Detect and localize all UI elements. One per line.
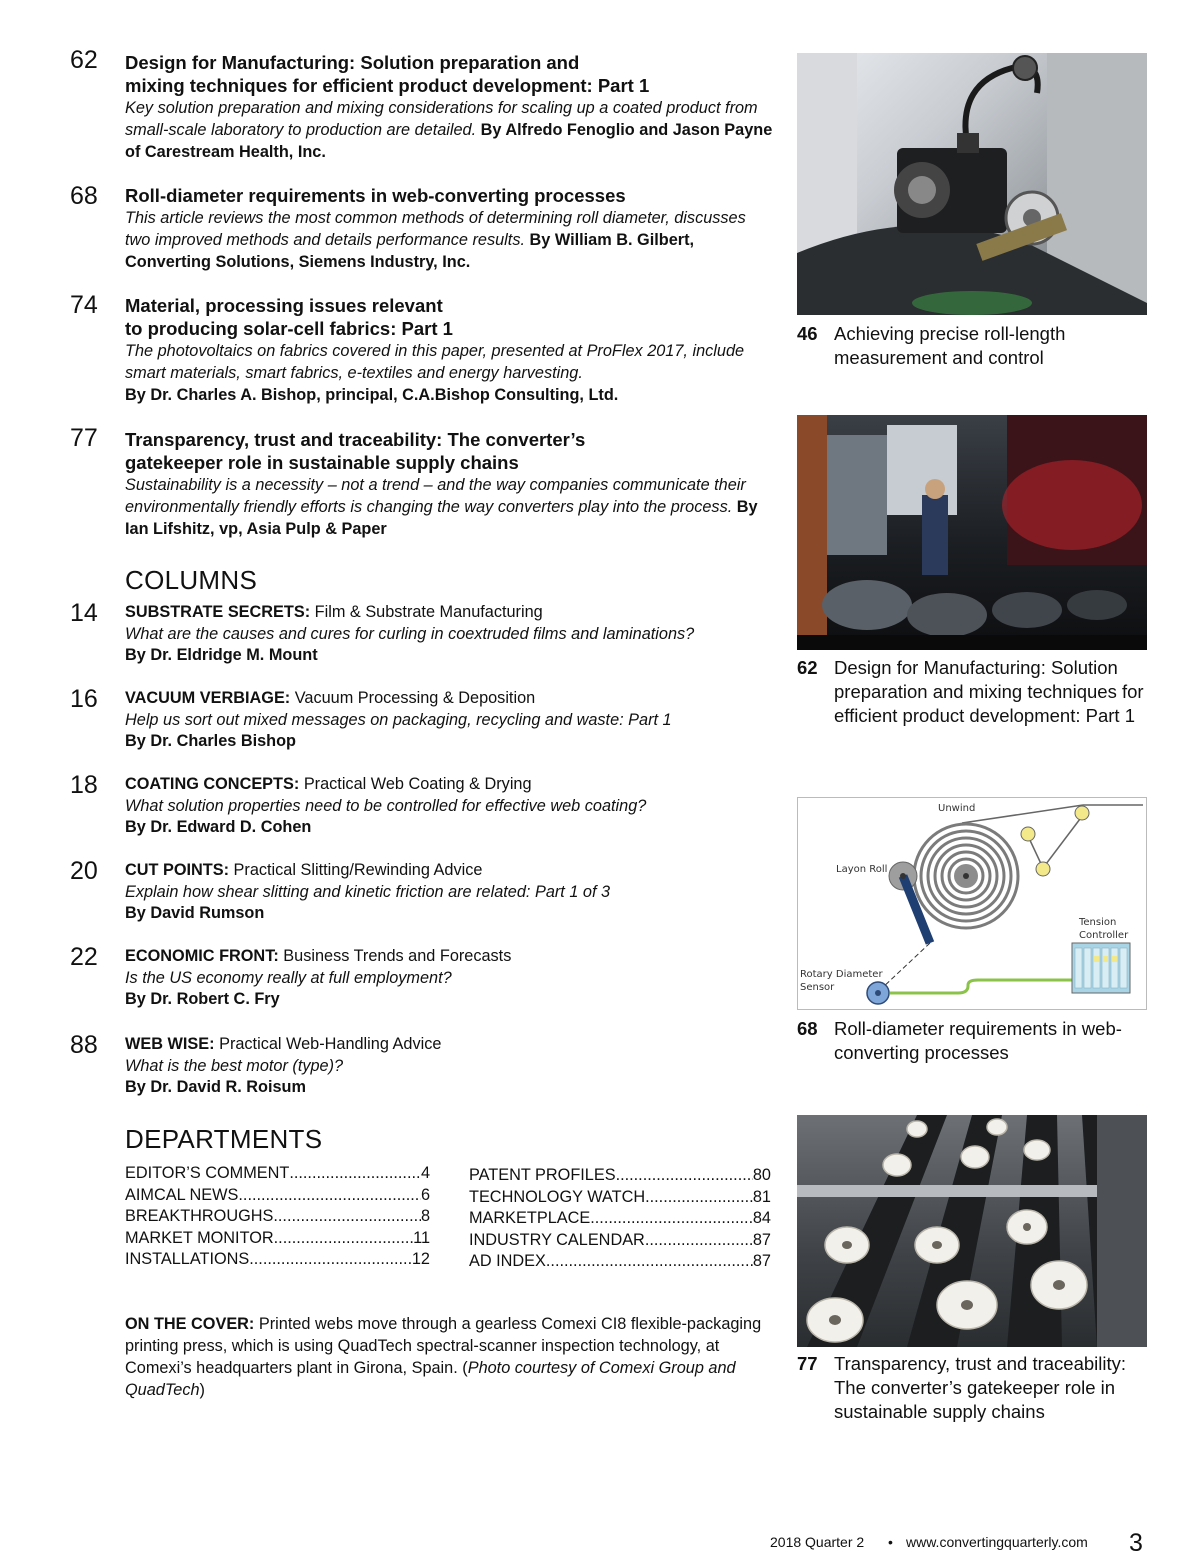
dot-leader xyxy=(273,1206,421,1228)
feature-item[interactable] xyxy=(125,51,775,163)
column-page-number: 22 xyxy=(70,943,98,971)
sidebar-caption-page: 46 xyxy=(797,323,818,344)
column-topic: Practical Web-Handling Advice xyxy=(219,1035,442,1053)
column-item[interactable] xyxy=(125,774,785,839)
sidebar-caption-page: 68 xyxy=(797,1018,818,1039)
column-topic: Film & Substrate Manufacturing xyxy=(314,603,543,621)
feature-item[interactable] xyxy=(125,428,775,540)
rotary-label-1: Rotary Diameter xyxy=(800,969,883,980)
department-page: 84 xyxy=(752,1209,771,1227)
column-author: By Dr. Eldridge M. Mount xyxy=(125,646,318,664)
cover-close: ) xyxy=(199,1381,205,1399)
column-author: By Dr. Charles Bishop xyxy=(125,732,297,750)
department-name[interactable]: EDITOR’S COMMENT xyxy=(125,1164,290,1182)
column-topic: Practical Web Coating & Drying xyxy=(303,775,532,793)
column-page-number: 20 xyxy=(70,857,98,885)
tissue-rolls-illustration xyxy=(797,1115,1147,1347)
column-topic: Vacuum Processing & Deposition xyxy=(294,689,536,707)
department-name[interactable]: AD INDEX xyxy=(469,1252,546,1270)
feature-description: The photovoltaics on fabrics covered in this paper, presented at ProFlex 2017, include smart materials, smart fabrics, e-textiles and energy harvesting. xyxy=(125,342,745,382)
department-page: 4 xyxy=(420,1164,430,1182)
department-page: 6 xyxy=(420,1185,430,1204)
department-item[interactable] xyxy=(125,1163,430,1185)
feature-item[interactable] xyxy=(125,184,775,273)
department-name[interactable]: AIMCAL NEWS xyxy=(125,1185,239,1204)
department-item[interactable] xyxy=(469,1230,771,1252)
feature-title[interactable]: Design for Manufacturing: Solution preparation and mixing techniques for efficient product development: Part 1 xyxy=(125,52,650,96)
dot-leader xyxy=(616,1165,753,1187)
department-page: 12 xyxy=(411,1250,430,1268)
department-item[interactable] xyxy=(469,1251,771,1273)
feature-title[interactable]: Transparency, trust and traceability: The converter’s gatekeeper role in sustainable supply chains xyxy=(125,429,586,473)
feature-page-number: 68 xyxy=(70,182,98,210)
feature-item[interactable] xyxy=(125,294,775,406)
cover-text: Printed webs move through a gearless Comexi CI8 flexible-packaging printing press, which is using QuadTech spectral-scanner inspection technology, at Comexi’s headquarters plant in Girona, Spain. ( xyxy=(125,1315,762,1377)
dot-leader xyxy=(645,1187,753,1209)
feature-description: This article reviews the most common methods of determining roll diameter, discusses two improved methods and details performance results. xyxy=(125,209,746,249)
department-name[interactable]: BREAKTHROUGHS xyxy=(125,1207,274,1225)
columns-heading: COLUMNS xyxy=(125,565,258,595)
column-question: Explain how shear slitting and kinetic friction are related: Part 1 of 3 xyxy=(125,882,611,901)
feature-page-number: 62 xyxy=(70,46,98,74)
column-label[interactable]: SUBSTRATE SECRETS: xyxy=(125,603,311,621)
dot-leader xyxy=(238,1185,421,1207)
column-question: What solution properties need to be controlled for effective web coating? xyxy=(125,796,647,815)
department-page: 87 xyxy=(752,1230,771,1249)
layon-label: Layon Roll xyxy=(836,864,888,875)
footer-issue: 2018 Quarter 2 xyxy=(770,1534,865,1550)
roll-diameter-illustration xyxy=(798,798,1146,1009)
column-item[interactable] xyxy=(125,946,785,1011)
dot-leader xyxy=(546,1251,753,1273)
roll-length-illustration xyxy=(797,53,1147,315)
column-page-number: 16 xyxy=(70,685,98,713)
dot-leader xyxy=(274,1228,413,1250)
department-item[interactable] xyxy=(469,1165,771,1187)
sidebar-caption-text[interactable]: Design for Manufacturing: Solution preparation and mixing techniques for efficient product development: Part 1 xyxy=(834,657,1144,726)
footer-bullet: • xyxy=(888,1534,893,1550)
tension-label-2: Controller xyxy=(1079,930,1129,941)
dot-leader xyxy=(249,1249,412,1271)
column-author: By David Rumson xyxy=(125,904,265,922)
dot-leader xyxy=(645,1230,753,1252)
departments-right-list xyxy=(469,1165,771,1273)
department-name[interactable]: TECHNOLOGY WATCH xyxy=(469,1187,646,1206)
column-question: Is the US economy really at full employment? xyxy=(125,968,452,987)
column-author: By Dr. Edward D. Cohen xyxy=(125,818,312,836)
department-name[interactable]: PATENT PROFILES xyxy=(469,1166,616,1184)
feature-page-number: 77 xyxy=(70,424,98,452)
department-item[interactable] xyxy=(125,1206,430,1228)
roll-length-photo[interactable] xyxy=(797,53,1147,315)
column-item[interactable] xyxy=(125,860,785,925)
department-page: 8 xyxy=(420,1207,430,1225)
column-label[interactable]: ECONOMIC FRONT: xyxy=(125,947,279,965)
department-page: 80 xyxy=(752,1166,771,1184)
unwind-label: Unwind xyxy=(938,803,976,814)
feature-byline: By Dr. Charles A. Bishop, principal, C.A.Bishop Consulting, Ltd. xyxy=(125,386,619,404)
column-page-number: 18 xyxy=(70,771,98,799)
feature-description: Key solution preparation and mixing considerations for scaling up a coated product from small-scale laboratory to production are detailed. xyxy=(125,99,758,139)
feature-byline: By Ian Lifshitz, vp, Asia Pulp & Paper xyxy=(125,498,758,538)
feature-description: Sustainability is a necessity – not a trend – and the way companies communicate their environmentally friendly efforts is changing the way converters play into the process. xyxy=(125,476,746,516)
department-name[interactable]: INDUSTRY CALENDAR xyxy=(469,1230,645,1249)
department-item[interactable] xyxy=(125,1228,430,1250)
departments-heading: DEPARTMENTS xyxy=(125,1124,323,1154)
column-label[interactable]: CUT POINTS: xyxy=(125,861,230,879)
column-question: What is the best motor (type)? xyxy=(125,1056,344,1075)
department-item[interactable] xyxy=(469,1208,771,1230)
mixing-plant-photo[interactable] xyxy=(797,415,1147,650)
column-item[interactable] xyxy=(125,688,785,753)
sidebar-caption-page: 77 xyxy=(797,1353,818,1374)
feature-title[interactable]: Roll-diameter requirements in web-converting processes xyxy=(125,185,626,206)
department-item[interactable] xyxy=(469,1187,771,1209)
department-name[interactable]: MARKETPLACE xyxy=(469,1209,591,1227)
feature-title[interactable]: Material, processing issues relevant to producing solar-cell fabrics: Part 1 xyxy=(125,295,453,339)
department-item[interactable] xyxy=(125,1249,430,1271)
column-item[interactable] xyxy=(125,602,785,667)
department-page: 11 xyxy=(413,1228,430,1247)
column-page-number: 14 xyxy=(70,599,98,627)
tension-label-1: Tension xyxy=(1079,917,1117,928)
column-topic: Practical Slitting/Rewinding Advice xyxy=(233,861,483,879)
column-label[interactable]: COATING CONCEPTS: xyxy=(125,775,300,793)
tissue-rolls-photo[interactable] xyxy=(797,1115,1147,1347)
departments-left-list xyxy=(125,1163,430,1271)
page-number: 3 xyxy=(1129,1529,1143,1557)
dot-leader xyxy=(590,1208,753,1230)
department-name[interactable]: INSTALLATIONS xyxy=(125,1250,250,1268)
dot-leader xyxy=(289,1163,421,1185)
column-page-number: 88 xyxy=(70,1031,98,1059)
column-label[interactable]: VACUUM VERBIAGE: xyxy=(125,689,291,707)
department-name[interactable]: MARKET MONITOR xyxy=(125,1228,274,1247)
department-page: 81 xyxy=(752,1187,771,1206)
sidebar-caption-page: 62 xyxy=(797,657,818,678)
column-item[interactable] xyxy=(125,1034,785,1099)
rotary-label-2: Sensor xyxy=(800,982,835,993)
sidebar-caption-text[interactable]: Roll-diameter requirements in web-converting processes xyxy=(834,1018,1122,1063)
footer-url[interactable]: www.convertingquarterly.com xyxy=(906,1534,1088,1550)
sidebar-caption-text[interactable]: Transparency, trust and traceability: The converter’s gatekeeper role in sustainable supply chains xyxy=(834,1353,1127,1422)
department-page: 87 xyxy=(752,1252,771,1270)
column-author: By Dr. Robert C. Fry xyxy=(125,990,280,1008)
column-author: By Dr. David R. Roisum xyxy=(125,1078,306,1096)
department-item[interactable] xyxy=(125,1185,430,1207)
feature-byline: By Alfredo Fenoglio and Jason Payne of Carestream Health, Inc. xyxy=(125,121,773,161)
column-question: Help us sort out mixed messages on packaging, recycling and waste: Part 1 xyxy=(125,710,672,729)
feature-page-number: 74 xyxy=(70,291,98,319)
roll-diameter-diagram[interactable] xyxy=(797,797,1147,1010)
cover-description xyxy=(125,1313,775,1401)
cover-label: ON THE COVER: xyxy=(125,1315,255,1333)
cover-credit: Photo courtesy of Comexi Group and QuadTech xyxy=(125,1359,736,1399)
column-label[interactable]: WEB WISE: xyxy=(125,1035,215,1053)
feature-byline: By William B. Gilbert, Converting Solutions, Siemens Industry, Inc. xyxy=(125,231,695,271)
mixing-plant-illustration xyxy=(797,415,1147,650)
column-question: What are the causes and cures for curling in coextruded films and laminations? xyxy=(125,624,695,643)
sidebar-caption-text[interactable]: Achieving precise roll-length measurement and control xyxy=(834,323,1066,368)
column-topic: Business Trends and Forecasts xyxy=(283,947,512,965)
